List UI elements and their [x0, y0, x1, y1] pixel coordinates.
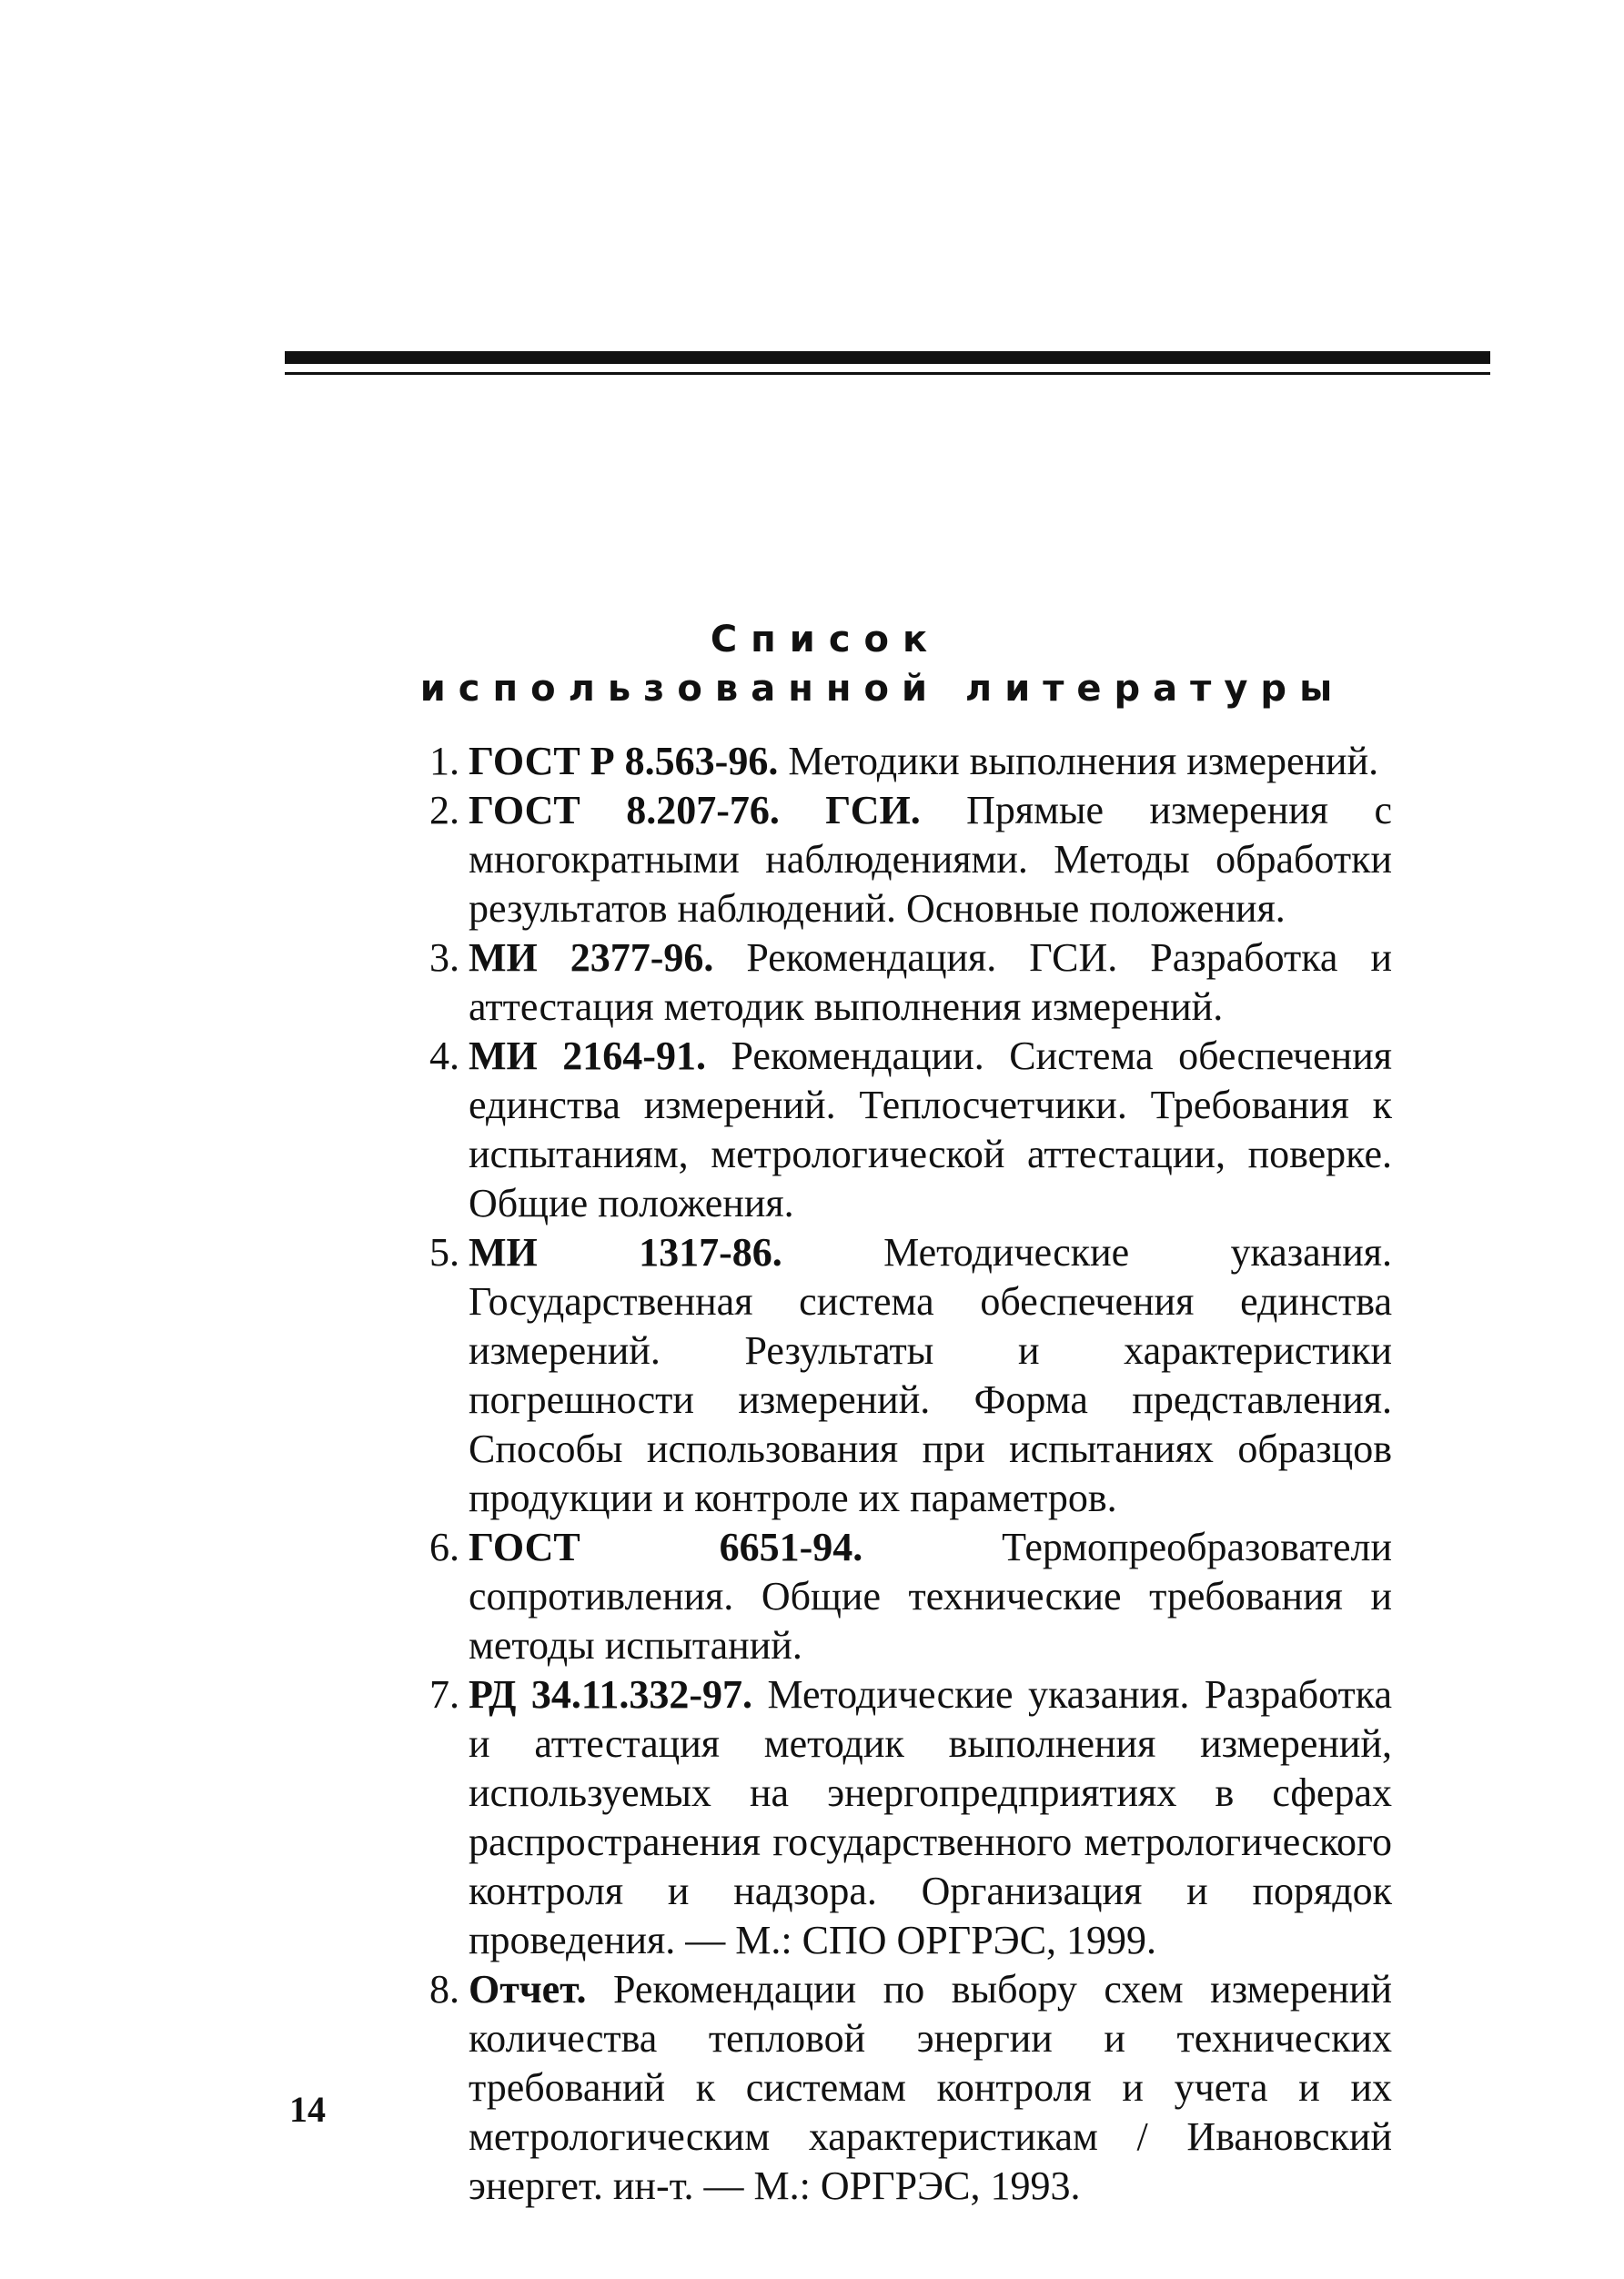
section-heading-line1: Список [710, 619, 942, 661]
reference-number: 4. [429, 1034, 459, 1078]
reference-text: Методические указания. Разработка и аттестация методик выполнения измерений, используемых на энергопредприятиях в сферах распространения государственного метрологического контроля и надзора. Организация и порядок проведения. — М.: СПО ОРГРЭС, 1999. [469, 1672, 1393, 1962]
reference-item [414, 1523, 1392, 1670]
reference-code: МИ 1317-86. [469, 1230, 782, 1275]
top-rule-thin [285, 372, 1490, 375]
reference-item [414, 933, 1392, 1032]
reference-number: 5. [429, 1230, 459, 1275]
reference-code: ГОСТ Р 8.563-96. [469, 739, 779, 783]
reference-text: Рекомендации по выбору схем измерений количества тепловой энергии и технических требований к системам контроля и учета и их метрологическим характеристикам / Ивановский энергет. ин-т. — М.: ОРГРЭС, 1993. [469, 1967, 1392, 2208]
reference-code: Отчет. [469, 1967, 587, 2012]
page-number: 14 [289, 2089, 326, 2130]
reference-number: 3. [429, 935, 459, 980]
reference-item [414, 1228, 1392, 1523]
reference-number: 8. [429, 1967, 459, 2012]
reference-item [414, 1032, 1392, 1228]
reference-text: Методики выполнения измерений. [778, 739, 1379, 783]
reference-text: Методические указания. Государственная система обеспечения единства измерений. Результаты и характеристики погрешности измерений. Форма представления. Способы использования при испытаниях образцов продукции и контроле их параметров. [469, 1230, 1392, 1520]
reference-text: Термопреобразователи сопротивления. Общие технические требования и методы испытаний. [469, 1525, 1392, 1668]
reference-list [414, 737, 1392, 2211]
reference-text: Рекомендации. Система обеспечения единства измерений. Теплосчетчики. Требования к испытаниям, метрологической аттестации, поверке. Общие положения. [469, 1034, 1393, 1225]
reference-item [414, 1670, 1392, 1965]
reference-code: МИ 2377-96. [469, 935, 714, 980]
reference-code: ГОСТ 8.207-76. ГСИ. [469, 788, 921, 832]
reference-code: РД 34.11.332-97. [469, 1672, 753, 1717]
reference-text: Прямые измерения с многократными наблюдениями. Методы обработки результатов наблюдений. Основные положения. [469, 788, 1392, 931]
top-rule-thick [285, 351, 1490, 364]
section-heading-line2: использованной литературы [419, 668, 1346, 710]
reference-code: ГОСТ 6651-94. [469, 1525, 863, 1569]
reference-code: МИ 2164-91. [469, 1034, 706, 1078]
reference-text: Рекомендация. ГСИ. Разработка и аттестация методик выполнения измерений. [469, 935, 1392, 1029]
reference-number: 6. [429, 1525, 459, 1569]
reference-item [414, 1965, 1392, 2211]
reference-number: 2. [429, 788, 459, 832]
reference-number: 7. [429, 1672, 459, 1717]
reference-item [414, 737, 1392, 786]
reference-number: 1. [429, 739, 459, 783]
reference-item [414, 786, 1392, 933]
